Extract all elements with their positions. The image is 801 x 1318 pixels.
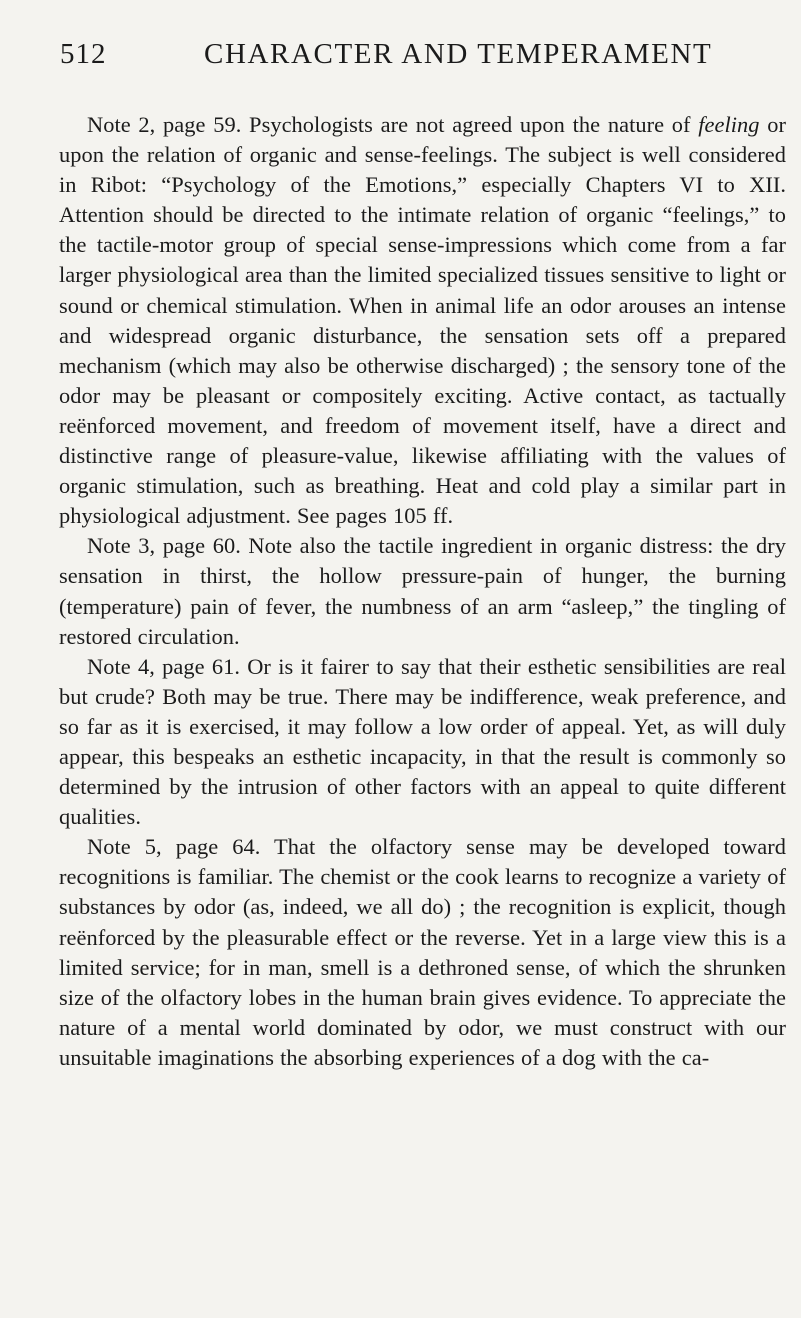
page-header xyxy=(60,38,760,78)
note-2-text-end: or upon the relation of organic and sense-feelings. The subject is well considered in Ribot: “Psychology of the Emotions,” especially Chapters VI to XII. Attention should be directed to the intimate relation of organic “feelings,” to the tactile-motor group of special sense-impressions which come from a far larger physiological area than the limited specialized tissues sensitive to light or sound or chemical stimulation. When in animal life an odor arouses an intense and widespread organic disturbance, the sensation sets off a prepared mechanism (which may also be otherwise discharged) ; the sensory tone of the odor may be pleasant or compositely exciting. Active contact, as tactually reënforced movement, and freedom of movement itself, have a direct and distinctive range of pleasure-value, likewise affiliating with the values of organic stimulation, such as breathing. Heat and cold play a similar part in physiological adjustment. See pages 105 ff. xyxy=(59,112,786,529)
note-4-paragraph: Note 4, page 61. Or is it fairer to say that their esthetic sensibilities are real but crude? Both may be true. There may be indifference, weak preference, and so far as it is exercised, it may follow a low order of appeal. Yet, as will duly appear, this bespeaks an esthetic incapacity, in that the result is commonly so determined by the intrusion of other factors with an appeal to quite different qualities. xyxy=(59,653,786,830)
note-5-paragraph: Note 5, page 64. That the olfactory sense may be developed toward recognitions is familiar. The chemist or the cook learns to recognize a variety of substances by odor (as, indeed, we all do) ; the recognition is explicit, though reënforced by the pleasurable effect or the reverse. Yet in a large view this is a limited service; for in man, smell is a dethroned sense, of which the shrunken size of the olfactory lobes in the human brain gives evidence. To appreciate the nature of a mental world dominated by odor, we must construct with our unsuitable imaginations the absorbing experiences of a dog with the ca- xyxy=(59,834,786,1070)
running-head: CHARACTER AND TEMPERAMENT xyxy=(204,38,713,70)
notes-body xyxy=(59,110,786,1073)
page-number: 512 xyxy=(60,38,107,70)
note-2-emphasis: feeling xyxy=(698,112,760,137)
note-2-text-start: Note 2, page 59. Psychologists are not agreed upon the nature of xyxy=(87,112,699,137)
note-2-paragraph xyxy=(59,110,786,531)
note-3-paragraph: Note 3, page 60. Note also the tactile ingredient in organic distress: the dry sensation in thirst, the hollow pressure-pain of hunger, the burning (temperature) pain of fever, the numbness of an arm “asleep,” the tingling of restored circulation. xyxy=(59,533,786,649)
